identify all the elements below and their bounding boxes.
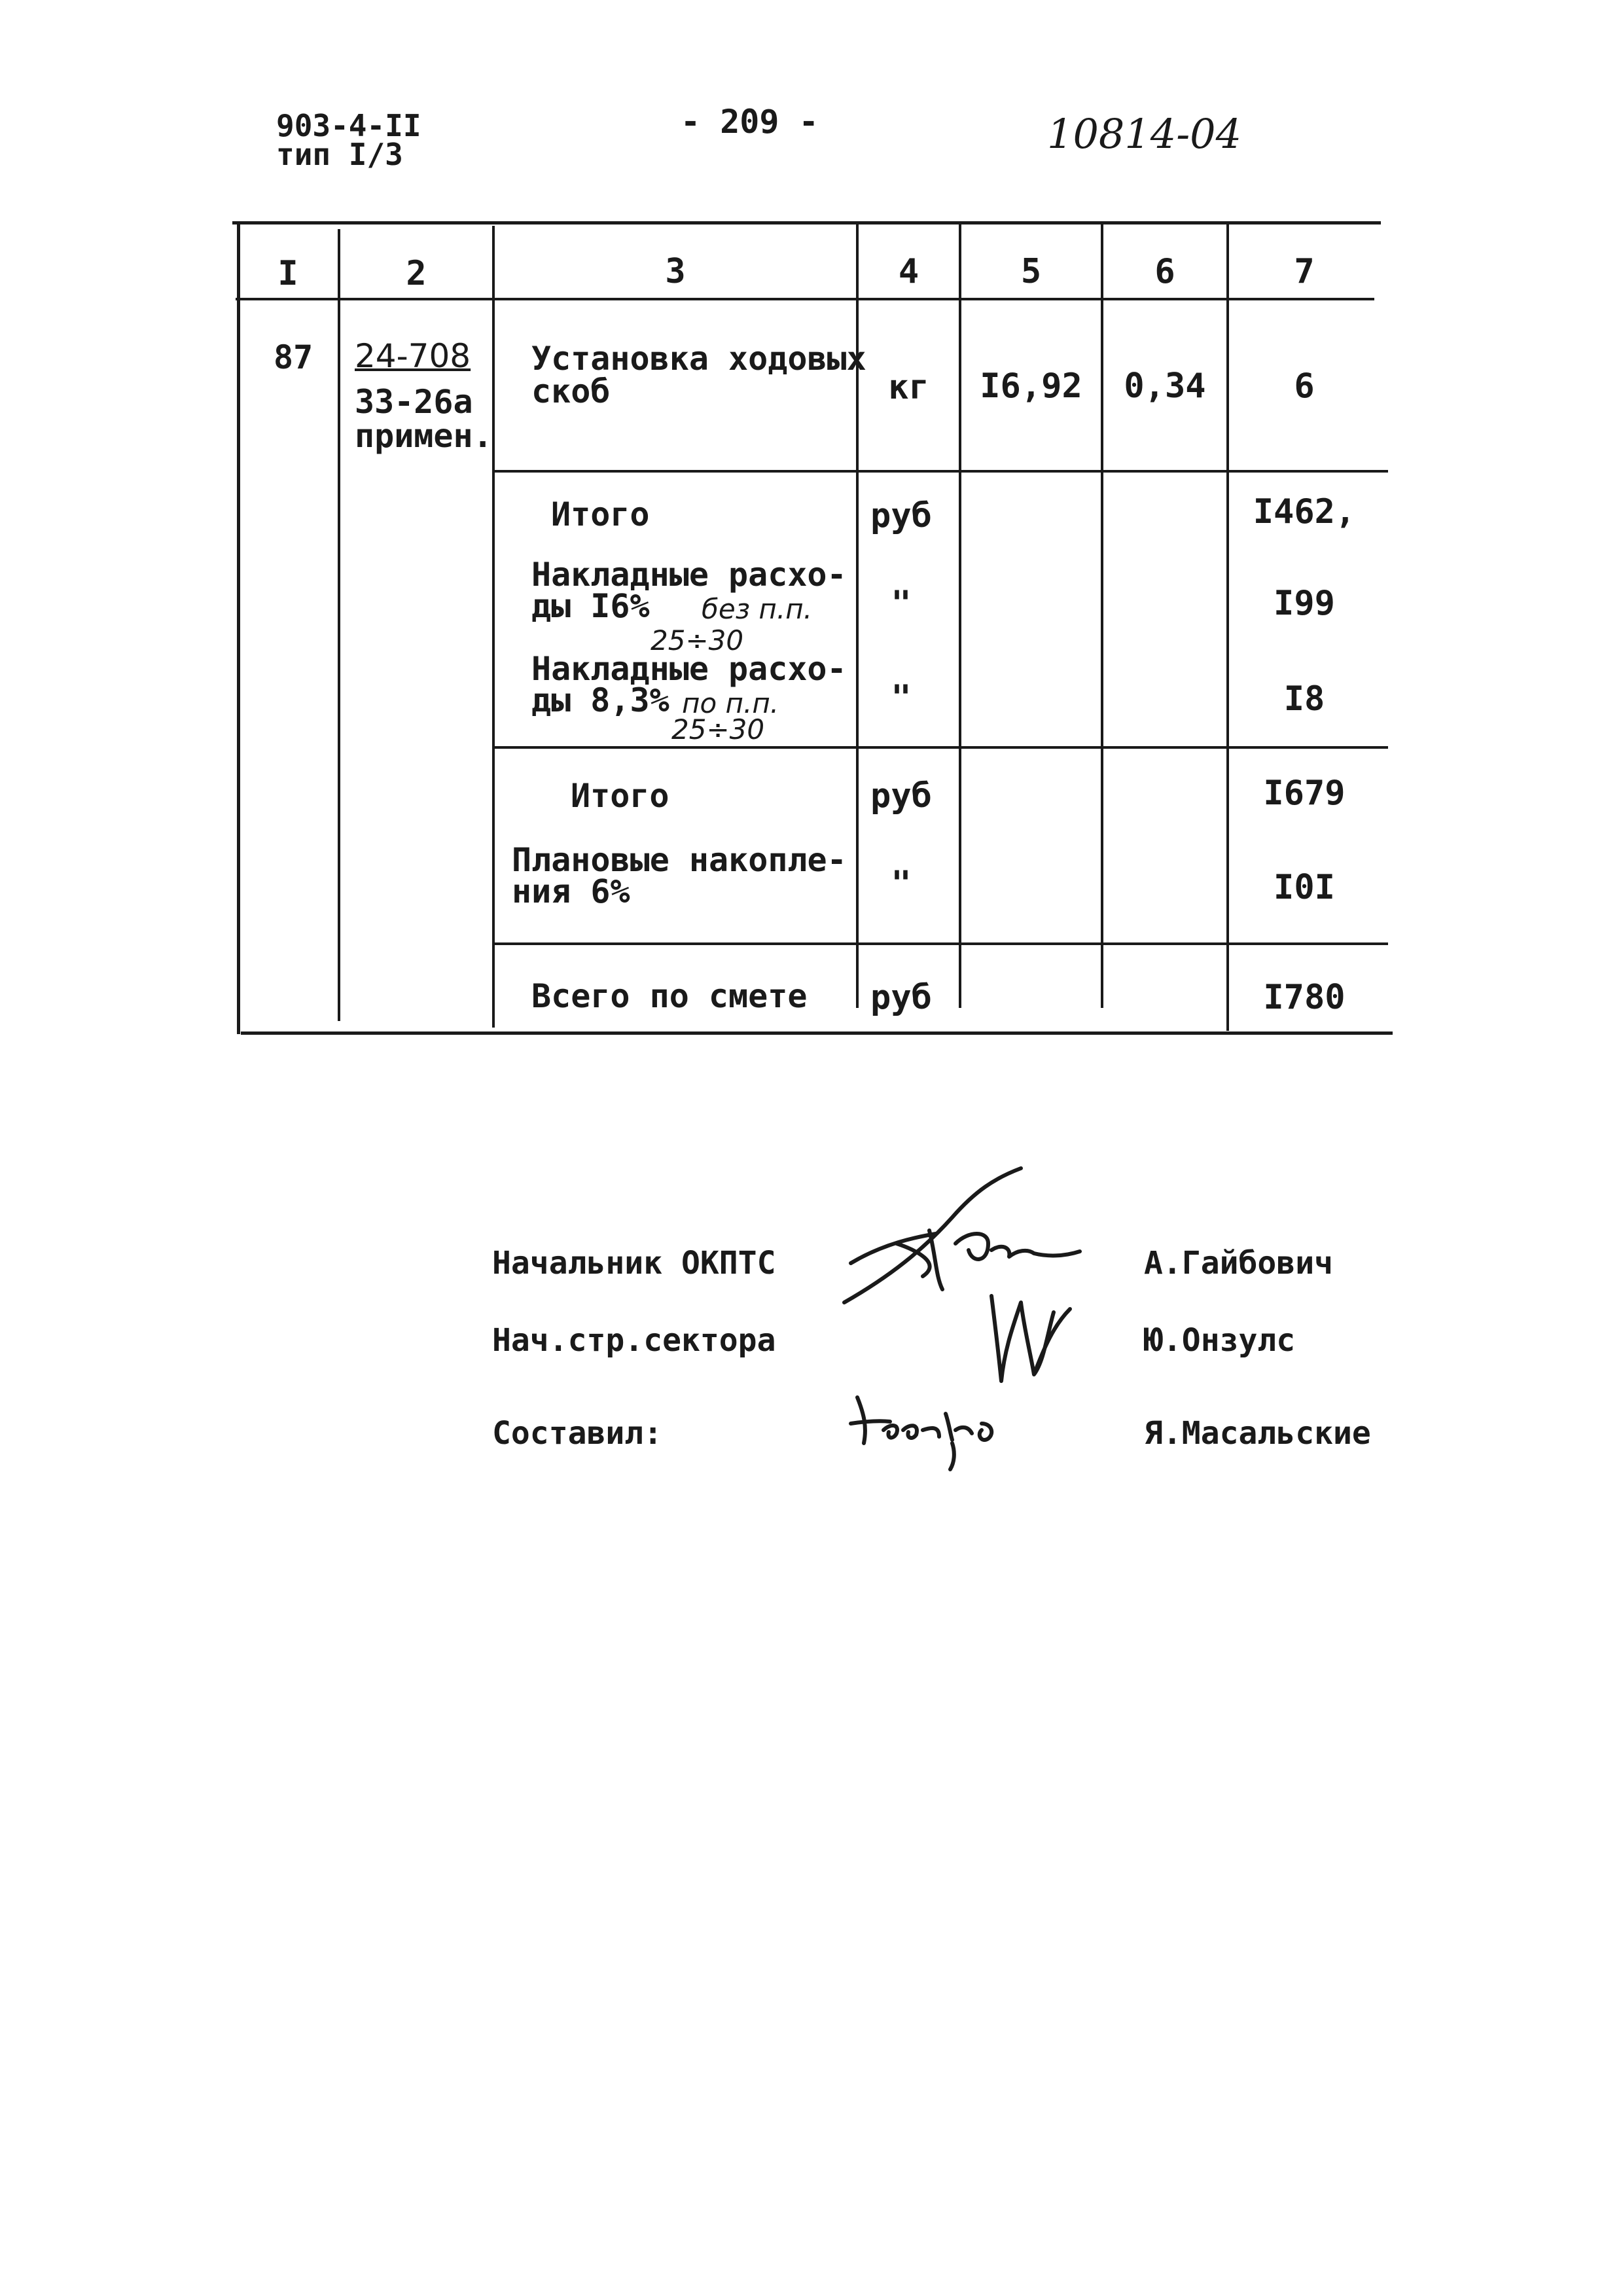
overhead-83-line1: Накладные расхо-	[531, 650, 847, 688]
entry-name-line2: скоб	[531, 372, 611, 410]
overhead-83-hand-note: по п.п.	[682, 687, 779, 719]
handwritten-signatures	[838, 1165, 1139, 1473]
overhead-16-hand-note: без п.п.	[702, 593, 813, 625]
sig-name-2: Ю.Онзулс	[1144, 1322, 1296, 1359]
signature-2-mark	[991, 1296, 1070, 1381]
entry-name-line1: Установка ходовых	[531, 340, 866, 378]
planned-savings-total: I0I	[1274, 868, 1335, 907]
grand-total-total: I780	[1263, 978, 1346, 1017]
summary-total2-label: Итого	[571, 777, 669, 815]
signature-1-mark	[844, 1168, 1080, 1302]
col-num-2: 2	[406, 254, 427, 293]
summary-total2-total: I679	[1263, 774, 1346, 813]
summary-subtotal-total: I462,	[1253, 492, 1356, 531]
col-num-4: 4	[898, 252, 919, 291]
summary-total2-unit: руб	[870, 776, 932, 816]
handwritten-reference: 10814-04	[1047, 110, 1242, 158]
sig-name-1: А.Гайбович	[1144, 1245, 1333, 1282]
sig-role-1: Начальник ОКПТС	[492, 1245, 776, 1282]
page-number: - 209 -	[681, 103, 819, 141]
planned-savings-line1: Плановые накопле-	[512, 841, 847, 879]
overhead-16-line1: Накладные расхо-	[531, 556, 847, 594]
overhead-16-total: I99	[1274, 584, 1335, 623]
overhead-16-unit: "	[891, 584, 912, 623]
overhead-83-line2: ды 8,3%	[531, 681, 669, 719]
entry-qty: I6,92	[980, 367, 1082, 406]
grand-total-label: Всего по смете	[531, 977, 808, 1015]
entry-code-ref: 33-26а	[355, 383, 473, 421]
planned-savings-unit: "	[891, 864, 912, 903]
entry-price: 0,34	[1124, 367, 1206, 406]
entry-unit: кг	[888, 368, 929, 407]
planned-savings-line2: ния 6%	[512, 872, 630, 910]
overhead-83-hand-range: 25÷30	[671, 713, 765, 745]
overhead-83-total: I8	[1283, 679, 1325, 719]
sig-role-3: Составил:	[492, 1415, 663, 1452]
col-num-1: I	[277, 254, 298, 293]
entry-code-note: примен.	[355, 417, 493, 455]
doc-code: 903-4-II	[276, 108, 421, 143]
sig-role-2: Нач.стр.сектора	[492, 1322, 776, 1359]
entry-code-main: 24-708	[355, 337, 471, 375]
overhead-16-hand-range: 25÷30	[651, 624, 744, 656]
col-num-6: 6	[1154, 252, 1175, 291]
doc-type: тип I/3	[276, 137, 403, 172]
overhead-83-unit: "	[891, 678, 912, 717]
entry-total: 6	[1294, 367, 1315, 406]
col-num-7: 7	[1294, 252, 1315, 291]
signature-3-mark	[851, 1397, 991, 1469]
col-num-3: 3	[665, 252, 686, 291]
summary-subtotal-label: Итого	[551, 495, 650, 533]
grand-total-unit: руб	[870, 978, 932, 1017]
sig-name-3: Я.Масальские	[1144, 1415, 1371, 1452]
summary-subtotal-unit: руб	[870, 496, 932, 535]
col-num-5: 5	[1020, 252, 1042, 291]
entry-no: 87	[274, 338, 313, 376]
overhead-16-line2: ды I6%	[531, 587, 650, 625]
